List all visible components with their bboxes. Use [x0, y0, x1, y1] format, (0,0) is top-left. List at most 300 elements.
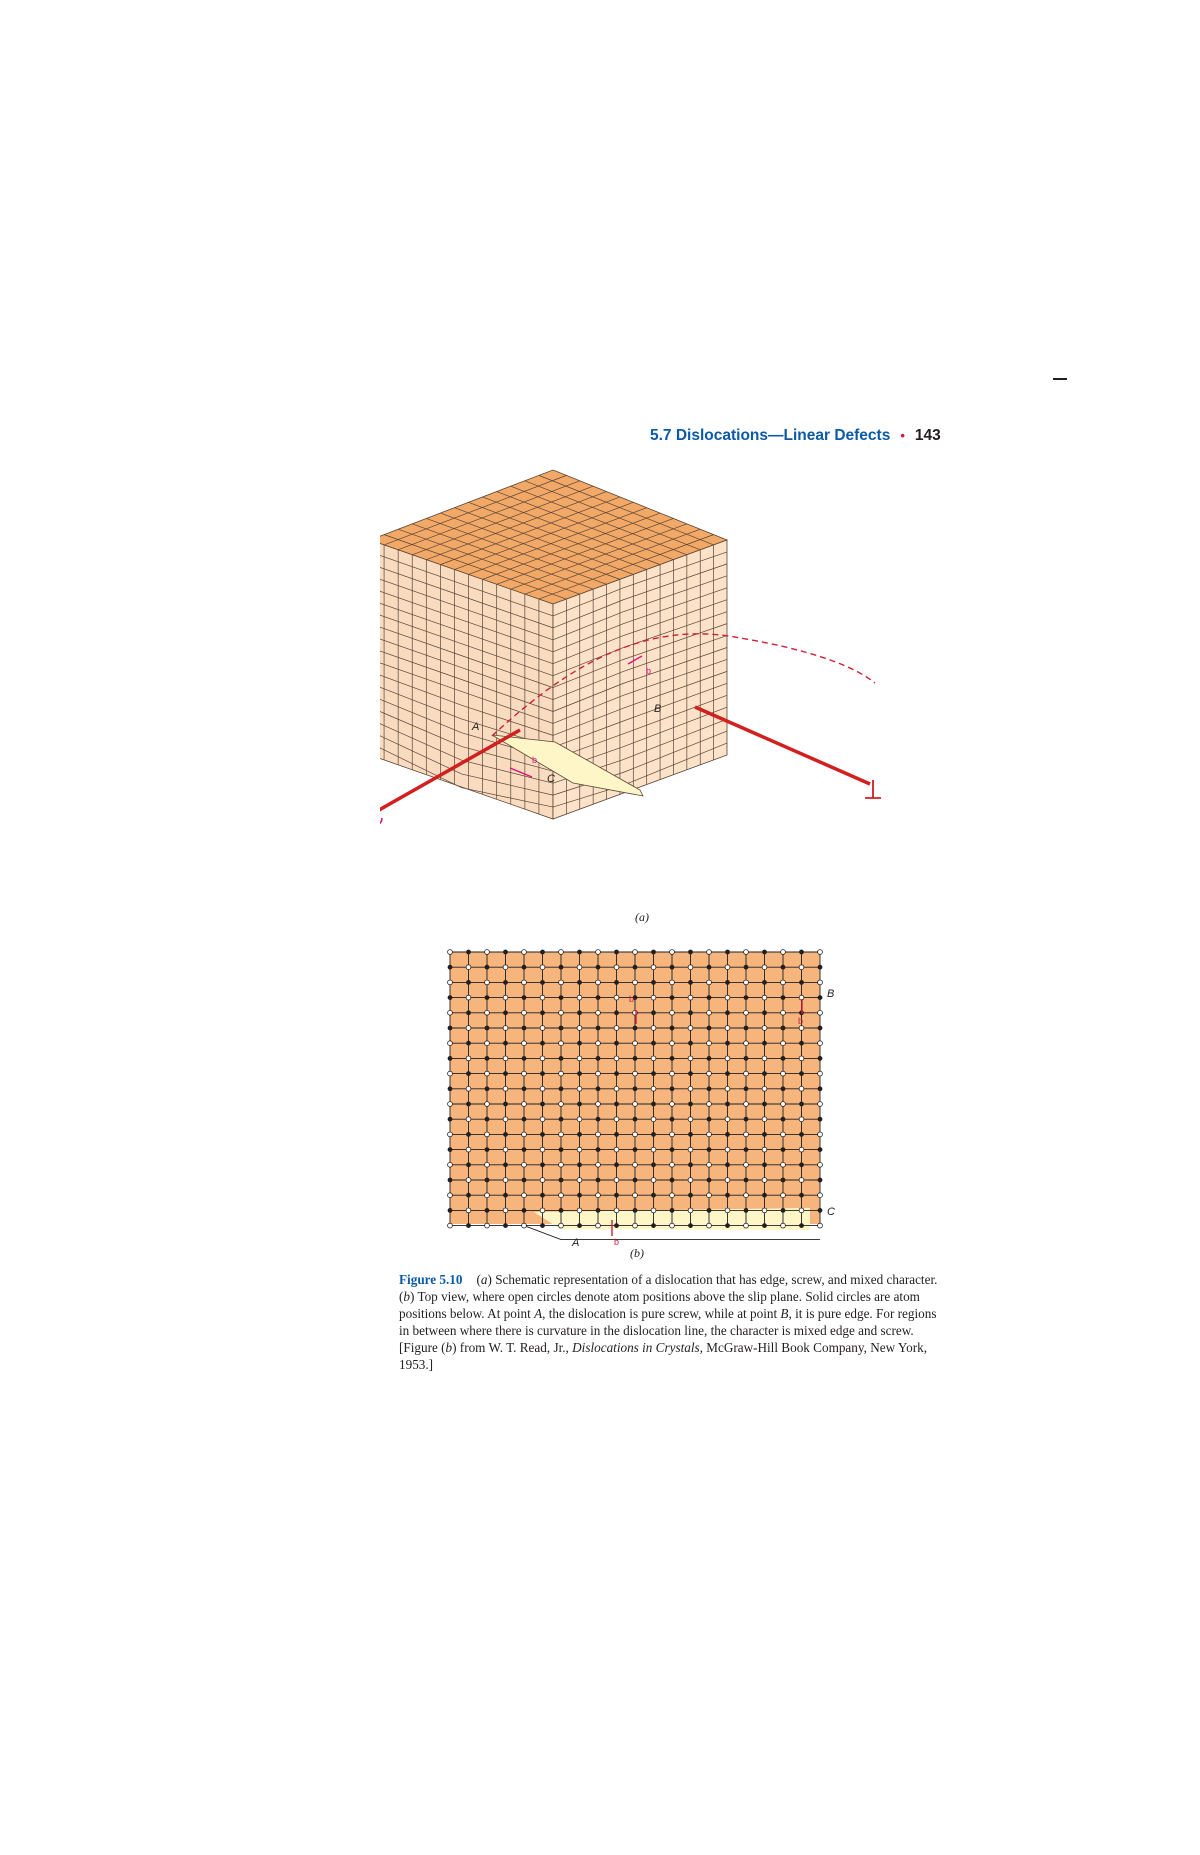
atom-above-slip-plane [762, 995, 767, 1000]
atom-below-slip-plane [670, 1117, 674, 1121]
atom-above-slip-plane [633, 1102, 638, 1107]
atom-above-slip-plane [818, 1162, 823, 1167]
atom-below-slip-plane [615, 1193, 619, 1197]
atom-above-slip-plane [614, 1026, 619, 1031]
atom-below-slip-plane [763, 950, 767, 954]
atom-below-slip-plane [578, 1102, 582, 1106]
atom-above-slip-plane [651, 1208, 656, 1213]
atom-below-slip-plane [448, 996, 452, 1000]
atom-below-slip-plane [522, 1026, 526, 1030]
atom-below-slip-plane [707, 1056, 711, 1060]
atom-below-slip-plane [615, 1072, 619, 1076]
atom-above-slip-plane [503, 995, 508, 1000]
atom-below-slip-plane [652, 950, 656, 954]
atom-above-slip-plane [799, 1117, 804, 1122]
atom-below-slip-plane [744, 1117, 748, 1121]
atom-above-slip-plane [670, 1223, 675, 1228]
atom-below-slip-plane [485, 1087, 489, 1091]
atom-below-slip-plane [726, 1011, 730, 1015]
atom-below-slip-plane [744, 1056, 748, 1060]
figure-b-label: (b) [630, 1246, 644, 1260]
atom-below-slip-plane [818, 1087, 822, 1091]
atom-above-slip-plane [651, 1086, 656, 1091]
atom-below-slip-plane [578, 1163, 582, 1167]
atom-above-slip-plane [448, 1071, 453, 1076]
atom-below-slip-plane [726, 1041, 730, 1045]
atom-below-slip-plane [596, 996, 600, 1000]
atom-below-slip-plane [633, 965, 637, 969]
atom-above-slip-plane [614, 1086, 619, 1091]
atom-above-slip-plane [818, 1132, 823, 1137]
atom-below-slip-plane [763, 980, 767, 984]
atom-below-slip-plane [559, 1087, 563, 1091]
atom-above-slip-plane [781, 1041, 786, 1046]
atom-below-slip-plane [541, 1132, 545, 1136]
atom-above-slip-plane [744, 1223, 749, 1228]
figure-b-top-view [440, 940, 860, 1260]
cube-burgers-label-edge: b [646, 666, 652, 676]
atom-above-slip-plane [781, 1071, 786, 1076]
atom-above-slip-plane [503, 1026, 508, 1031]
caption-segment: B [780, 1306, 789, 1321]
atom-below-slip-plane [652, 1224, 656, 1228]
atom-below-slip-plane [763, 1193, 767, 1197]
top-point-b: B [827, 988, 835, 1000]
caption-segment: , it is pure edge. For regions in between where there is curvature in the dislocation line, the character is mixed edge and screw. [Figure ( [399, 1306, 937, 1355]
atom-below-slip-plane [504, 1041, 508, 1045]
atom-above-slip-plane [799, 1208, 804, 1213]
atom-above-slip-plane [762, 1056, 767, 1061]
atom-below-slip-plane [744, 1087, 748, 1091]
atom-below-slip-plane [522, 1087, 526, 1091]
atom-below-slip-plane [448, 965, 452, 969]
atom-above-slip-plane [577, 1026, 582, 1031]
atom-above-slip-plane [799, 1026, 804, 1031]
atom-below-slip-plane [633, 1026, 637, 1030]
atom-above-slip-plane [670, 1010, 675, 1015]
atom-above-slip-plane [781, 1102, 786, 1107]
atom-above-slip-plane [707, 1132, 712, 1137]
atom-above-slip-plane [614, 1208, 619, 1213]
atom-above-slip-plane [688, 1026, 693, 1031]
atom-above-slip-plane [633, 1132, 638, 1137]
atom-above-slip-plane [725, 995, 730, 1000]
atom-above-slip-plane [577, 1056, 582, 1061]
atom-above-slip-plane [503, 965, 508, 970]
atom-above-slip-plane [762, 1026, 767, 1031]
caption-segment: , the dislocation is pure screw, while at point [542, 1306, 781, 1321]
atom-above-slip-plane [522, 1041, 527, 1046]
caption-segment: ) from W. T. Read, Jr., [452, 1340, 573, 1355]
atom-below-slip-plane [781, 1178, 785, 1182]
atom-above-slip-plane [559, 1102, 564, 1107]
atom-below-slip-plane [596, 1178, 600, 1182]
atom-below-slip-plane [689, 1102, 693, 1106]
atom-above-slip-plane [485, 950, 490, 955]
atom-below-slip-plane [689, 1132, 693, 1136]
atom-below-slip-plane [726, 980, 730, 984]
atom-below-slip-plane [485, 1026, 489, 1030]
atom-below-slip-plane [578, 1072, 582, 1076]
atom-above-slip-plane [670, 1071, 675, 1076]
atom-above-slip-plane [466, 1086, 471, 1091]
atom-above-slip-plane [540, 995, 545, 1000]
atom-below-slip-plane [448, 1178, 452, 1182]
atom-above-slip-plane [577, 1208, 582, 1213]
atom-above-slip-plane [688, 1208, 693, 1213]
atom-above-slip-plane [799, 1056, 804, 1061]
atom-above-slip-plane [651, 965, 656, 970]
atom-above-slip-plane [670, 1162, 675, 1167]
atom-above-slip-plane [596, 1071, 601, 1076]
atom-above-slip-plane [688, 1147, 693, 1152]
atom-above-slip-plane [614, 1147, 619, 1152]
atom-above-slip-plane [466, 1208, 471, 1213]
atom-below-slip-plane [467, 1193, 471, 1197]
atom-below-slip-plane [615, 1011, 619, 1015]
atom-below-slip-plane [541, 1102, 545, 1106]
atom-below-slip-plane [726, 1102, 730, 1106]
atom-above-slip-plane [707, 1162, 712, 1167]
atom-above-slip-plane [651, 1147, 656, 1152]
caption-segment: ) Schematic representation of a dislocation that has edge, screw, and mixed character. ( [399, 1272, 938, 1304]
atom-above-slip-plane [725, 1056, 730, 1061]
atom-below-slip-plane [541, 1224, 545, 1228]
atom-below-slip-plane [781, 965, 785, 969]
cube-point-b: B [654, 703, 662, 715]
atom-above-slip-plane [577, 965, 582, 970]
atom-above-slip-plane [707, 1041, 712, 1046]
page-edge-mark [1053, 378, 1067, 380]
atom-above-slip-plane [559, 950, 564, 955]
atom-above-slip-plane [540, 1208, 545, 1213]
atom-below-slip-plane [633, 1117, 637, 1121]
atom-below-slip-plane [726, 1193, 730, 1197]
atom-above-slip-plane [744, 950, 749, 955]
atom-above-slip-plane [614, 1056, 619, 1061]
atom-above-slip-plane [818, 1071, 823, 1076]
cube-point-c: C [547, 773, 555, 785]
atom-above-slip-plane [762, 1178, 767, 1183]
atom-below-slip-plane [781, 1087, 785, 1091]
atom-below-slip-plane [689, 1193, 693, 1197]
atom-below-slip-plane [763, 1102, 767, 1106]
atom-below-slip-plane [633, 1208, 637, 1212]
atom-above-slip-plane [485, 1193, 490, 1198]
separator-bullet: • [900, 428, 905, 443]
atom-below-slip-plane [800, 1163, 804, 1167]
atom-above-slip-plane [448, 1041, 453, 1046]
atom-below-slip-plane [485, 965, 489, 969]
atom-below-slip-plane [744, 996, 748, 1000]
atom-above-slip-plane [818, 1223, 823, 1228]
atom-above-slip-plane [448, 1010, 453, 1015]
figure-caption-label: Figure 5.10 [399, 1272, 463, 1287]
atom-above-slip-plane [559, 1193, 564, 1198]
atom-below-slip-plane [800, 950, 804, 954]
atom-below-slip-plane [467, 1132, 471, 1136]
atom-above-slip-plane [744, 1162, 749, 1167]
atom-below-slip-plane [578, 950, 582, 954]
atom-below-slip-plane [578, 1011, 582, 1015]
top-burgers-label-a: b [614, 1237, 620, 1247]
atom-below-slip-plane [485, 1117, 489, 1121]
atom-below-slip-plane [596, 1148, 600, 1152]
atom-above-slip-plane [522, 1071, 527, 1076]
atom-above-slip-plane [466, 1026, 471, 1031]
atom-below-slip-plane [707, 1087, 711, 1091]
atom-above-slip-plane [744, 1041, 749, 1046]
atom-above-slip-plane [725, 1208, 730, 1213]
atom-below-slip-plane [485, 1148, 489, 1152]
atom-below-slip-plane [707, 1178, 711, 1182]
atom-below-slip-plane [485, 1208, 489, 1212]
atom-below-slip-plane [615, 1163, 619, 1167]
atom-above-slip-plane [540, 1117, 545, 1122]
atom-below-slip-plane [467, 1224, 471, 1228]
running-head [650, 427, 940, 449]
atom-below-slip-plane [522, 1148, 526, 1152]
atom-below-slip-plane [541, 1011, 545, 1015]
atom-below-slip-plane [689, 1224, 693, 1228]
atom-above-slip-plane [744, 980, 749, 985]
atom-above-slip-plane [503, 1147, 508, 1152]
atom-above-slip-plane [577, 1147, 582, 1152]
atom-above-slip-plane [781, 1223, 786, 1228]
atom-below-slip-plane [504, 1163, 508, 1167]
atom-above-slip-plane [503, 1117, 508, 1122]
atom-above-slip-plane [707, 1102, 712, 1107]
atom-above-slip-plane [799, 1147, 804, 1152]
atom-below-slip-plane [559, 1056, 563, 1060]
atom-above-slip-plane [762, 1208, 767, 1213]
atom-below-slip-plane [559, 1148, 563, 1152]
atom-below-slip-plane [818, 1026, 822, 1030]
atom-below-slip-plane [670, 1087, 674, 1091]
atom-above-slip-plane [762, 1117, 767, 1122]
atom-above-slip-plane [522, 1132, 527, 1137]
atom-below-slip-plane [522, 1178, 526, 1182]
atom-above-slip-plane [688, 1056, 693, 1061]
atom-above-slip-plane [485, 1010, 490, 1015]
atom-above-slip-plane [540, 1147, 545, 1152]
atom-below-slip-plane [670, 965, 674, 969]
atom-below-slip-plane [522, 996, 526, 1000]
atom-below-slip-plane [744, 1026, 748, 1030]
atom-below-slip-plane [485, 1178, 489, 1182]
atom-above-slip-plane [670, 980, 675, 985]
atom-above-slip-plane [633, 1223, 638, 1228]
atom-above-slip-plane [762, 1147, 767, 1152]
atom-above-slip-plane [762, 1086, 767, 1091]
atom-below-slip-plane [504, 950, 508, 954]
atom-below-slip-plane [559, 1208, 563, 1212]
atom-below-slip-plane [615, 1132, 619, 1136]
atom-above-slip-plane [818, 980, 823, 985]
figure-caption-text [399, 1272, 937, 1372]
atom-above-slip-plane [744, 1071, 749, 1076]
atom-above-slip-plane [744, 1193, 749, 1198]
atom-above-slip-plane [633, 1193, 638, 1198]
figure-a-label: (a) [635, 910, 649, 924]
atom-below-slip-plane [670, 1056, 674, 1060]
atom-above-slip-plane [577, 1086, 582, 1091]
top-point-a: A [572, 1237, 580, 1249]
atom-below-slip-plane [467, 950, 471, 954]
atom-below-slip-plane [818, 965, 822, 969]
atom-below-slip-plane [689, 980, 693, 984]
atom-above-slip-plane [448, 1162, 453, 1167]
atom-below-slip-plane [726, 1224, 730, 1228]
atom-above-slip-plane [781, 950, 786, 955]
atom-above-slip-plane [799, 1178, 804, 1183]
atom-above-slip-plane [744, 1132, 749, 1137]
figure-a-cube [380, 468, 910, 948]
atom-below-slip-plane [485, 1056, 489, 1060]
atom-below-slip-plane [522, 1208, 526, 1212]
atom-above-slip-plane [707, 1223, 712, 1228]
atom-above-slip-plane [707, 950, 712, 955]
atom-below-slip-plane [467, 1041, 471, 1045]
atom-above-slip-plane [744, 1010, 749, 1015]
atom-above-slip-plane [688, 1117, 693, 1122]
atom-below-slip-plane [633, 1087, 637, 1091]
atom-above-slip-plane [448, 1223, 453, 1228]
atom-below-slip-plane [615, 1041, 619, 1045]
atom-below-slip-plane [615, 1224, 619, 1228]
atom-above-slip-plane [688, 1178, 693, 1183]
atom-above-slip-plane [559, 980, 564, 985]
atom-below-slip-plane [818, 1208, 822, 1212]
atom-above-slip-plane [485, 980, 490, 985]
atom-below-slip-plane [504, 1224, 508, 1228]
atom-above-slip-plane [522, 980, 527, 985]
atom-below-slip-plane [578, 1132, 582, 1136]
atom-above-slip-plane [522, 1193, 527, 1198]
atom-below-slip-plane [541, 1163, 545, 1167]
atom-below-slip-plane [707, 965, 711, 969]
atom-below-slip-plane [818, 1056, 822, 1060]
atom-below-slip-plane [818, 1148, 822, 1152]
atom-above-slip-plane [633, 1162, 638, 1167]
atom-below-slip-plane [578, 1224, 582, 1228]
atom-below-slip-plane [818, 1178, 822, 1182]
atom-below-slip-plane [689, 1072, 693, 1076]
atom-below-slip-plane [707, 1026, 711, 1030]
atom-above-slip-plane [448, 1132, 453, 1137]
atom-above-slip-plane [596, 1010, 601, 1015]
atom-above-slip-plane [448, 1193, 453, 1198]
caption-segment: McGraw-Hill Book Company, New York, 1953.] [399, 1340, 927, 1372]
atom-below-slip-plane [522, 1117, 526, 1121]
atom-below-slip-plane [707, 1148, 711, 1152]
atom-below-slip-plane [652, 1011, 656, 1015]
atom-below-slip-plane [448, 1148, 452, 1152]
atom-below-slip-plane [726, 1163, 730, 1167]
top-point-c: C [827, 1206, 835, 1218]
atom-above-slip-plane [818, 1102, 823, 1107]
caption-segment: A [534, 1306, 543, 1321]
caption-segment: b [403, 1289, 410, 1304]
atom-below-slip-plane [670, 996, 674, 1000]
atom-below-slip-plane [689, 1041, 693, 1045]
caption-segment: a [480, 1272, 488, 1287]
atom-below-slip-plane [578, 1193, 582, 1197]
atom-above-slip-plane [485, 1071, 490, 1076]
atom-above-slip-plane [448, 1102, 453, 1107]
atom-below-slip-plane [726, 1132, 730, 1136]
atom-below-slip-plane [652, 1072, 656, 1076]
atom-below-slip-plane [652, 1041, 656, 1045]
atom-above-slip-plane [688, 965, 693, 970]
atom-above-slip-plane [577, 1178, 582, 1183]
atom-above-slip-plane [633, 980, 638, 985]
caption-segment: ) Top view, where open circles denote atom positions above the slip plane. Solid circles are atom positions below. At point [399, 1289, 920, 1321]
atom-below-slip-plane [800, 1132, 804, 1136]
atom-above-slip-plane [614, 1117, 619, 1122]
atom-above-slip-plane [596, 1162, 601, 1167]
atom-below-slip-plane [800, 1193, 804, 1197]
atom-below-slip-plane [596, 1056, 600, 1060]
atom-below-slip-plane [800, 1224, 804, 1228]
atom-above-slip-plane [725, 1178, 730, 1183]
figure-caption [399, 1271, 943, 1373]
atom-below-slip-plane [559, 996, 563, 1000]
atom-above-slip-plane [559, 1071, 564, 1076]
atom-below-slip-plane [448, 1208, 452, 1212]
atom-below-slip-plane [615, 950, 619, 954]
atom-above-slip-plane [799, 965, 804, 970]
atom-above-slip-plane [781, 980, 786, 985]
atom-above-slip-plane [485, 1041, 490, 1046]
atom-below-slip-plane [763, 1224, 767, 1228]
atom-below-slip-plane [541, 1072, 545, 1076]
top-burgers-label-b: b [798, 1016, 804, 1026]
atom-above-slip-plane [707, 980, 712, 985]
atom-above-slip-plane [670, 1132, 675, 1137]
atom-above-slip-plane [485, 1102, 490, 1107]
atom-below-slip-plane [652, 1102, 656, 1106]
atom-below-slip-plane [615, 980, 619, 984]
atom-above-slip-plane [466, 1178, 471, 1183]
atom-below-slip-plane [818, 1117, 822, 1121]
atom-above-slip-plane [725, 1086, 730, 1091]
atom-below-slip-plane [467, 1011, 471, 1015]
atom-below-slip-plane [763, 1163, 767, 1167]
atom-above-slip-plane [596, 950, 601, 955]
atom-below-slip-plane [448, 1026, 452, 1030]
atom-above-slip-plane [485, 1162, 490, 1167]
atom-below-slip-plane [781, 996, 785, 1000]
atom-below-slip-plane [670, 1208, 674, 1212]
atom-below-slip-plane [467, 980, 471, 984]
atom-above-slip-plane [596, 1041, 601, 1046]
atom-below-slip-plane [670, 1148, 674, 1152]
atom-above-slip-plane [577, 995, 582, 1000]
atom-above-slip-plane [762, 965, 767, 970]
atom-above-slip-plane [670, 1193, 675, 1198]
atom-below-slip-plane [633, 1148, 637, 1152]
atom-above-slip-plane [485, 1223, 490, 1228]
atom-below-slip-plane [596, 1117, 600, 1121]
atom-below-slip-plane [707, 996, 711, 1000]
atom-below-slip-plane [800, 1102, 804, 1106]
atom-below-slip-plane [726, 1072, 730, 1076]
atom-above-slip-plane [522, 1162, 527, 1167]
atom-above-slip-plane [503, 1086, 508, 1091]
atom-above-slip-plane [614, 1178, 619, 1183]
cube-burgers-label-screw: b [532, 755, 538, 765]
